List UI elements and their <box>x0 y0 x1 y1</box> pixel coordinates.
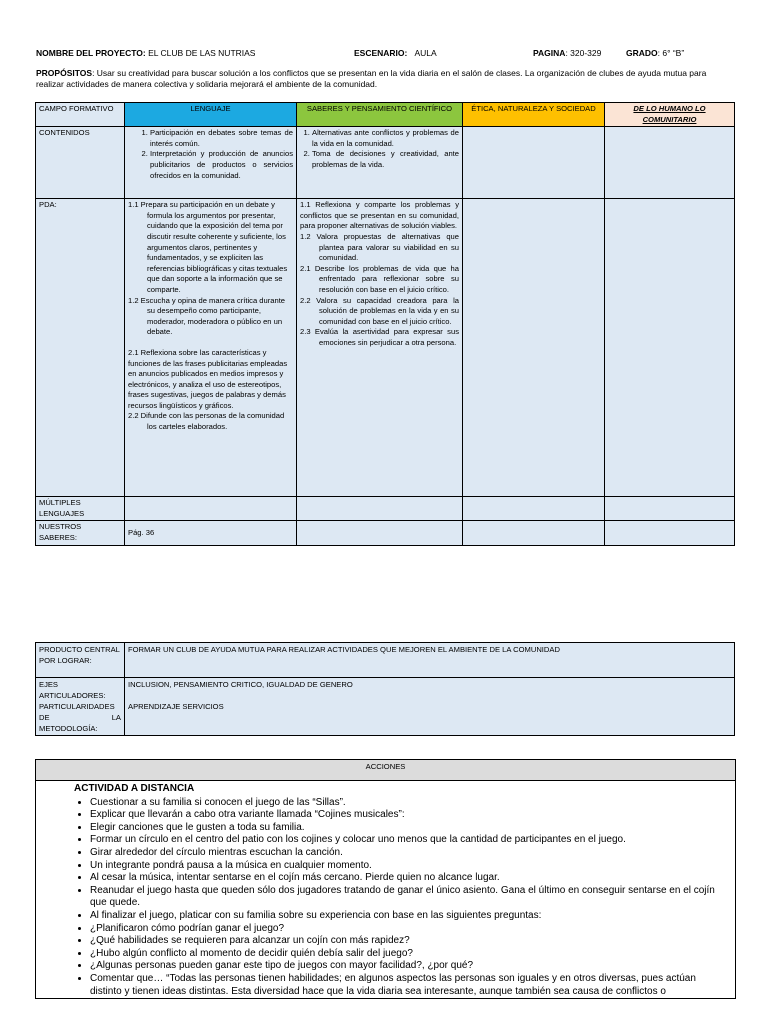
list-item: • Explicar que llevarán a cabo otra variante llamada “Cojines musicales”: <box>90 809 729 822</box>
saberes-col2 <box>297 521 463 545</box>
campo-row <box>36 103 735 127</box>
pda-item: 1.1 Reflexiona y comparte los problemas y conflictos que se presentan en su comunidad, para proponer alternativas de solución viables. <box>300 200 459 231</box>
scenario-value: AULA <box>414 48 437 58</box>
col-lenguaje: LENGUAJE <box>125 103 297 127</box>
multiples-label: MÚLTIPLES LENGUAJES <box>36 497 125 521</box>
grade-label: GRADO <box>626 48 658 58</box>
product-table <box>35 642 735 736</box>
project-name <box>36 48 255 58</box>
multiples-row <box>36 497 735 521</box>
ejes-label: EJES ARTICULADORES: <box>39 680 106 700</box>
list-item: • Cuestionar a su familia si conocen el juego de las “Sillas”. <box>90 797 729 810</box>
producto-row <box>36 643 735 678</box>
contenidos-label: CONTENIDOS <box>36 127 125 199</box>
list-item: • ¿Hubo algún conflicto al momento de decidir quién debía salir del juego? <box>90 948 729 961</box>
list-item: 1. Participación en debates sobre temas de interés común. <box>150 128 293 149</box>
contenidos-saberes <box>297 127 463 199</box>
list-item: • Comentar que… “Todas las personas tienen habilidades; en algunos aspectos las personas son iguales y en otros diversas, pues actúan distinto y tienen ideas distintas. Esta diversidad hace que la vida diaria sea interesante, aunque también sea causa de conflictos o <box>90 973 729 998</box>
saberes-label: NUESTROS SABERES: <box>36 521 125 545</box>
contenidos-lenguaje <box>125 127 297 199</box>
metodologia-value: APRENDIZAJE SERVICIOS <box>128 702 224 711</box>
scenario <box>354 48 437 58</box>
list-item: • ¿Planificaron cómo podrían ganar el juego? <box>90 923 729 936</box>
list-item: • Elegir canciones que le gusten a toda su familia. <box>90 822 729 835</box>
producto-value: FORMAR UN CLUB DE AYUDA MUTUA PARA REALIZAR ACTIVIDADES QUE MEJOREN EL AMBIENTE DE LA COMUNIDAD <box>125 643 735 678</box>
pda-humano <box>605 199 735 497</box>
metodologia-label: PARTICULARIDADES DE LA METODOLOGÍA: <box>39 702 121 733</box>
acciones-body <box>36 781 735 998</box>
scenario-label: ESCENARIO: <box>354 48 408 58</box>
saberes-col3 <box>463 521 605 545</box>
pda-item: 1.1 Prepara su participación en un debate y formula los argumentos por presentar, cuidando que la exposición del tema por discutir resulte coherente y suficiente, los argumentos claros, pertinentes y fundamentados, y se expliciten las referencias bibliográficas y citas textuales que dan soporte a la información que se comparte. <box>128 200 288 294</box>
list-item: 2. Toma de decisiones y creatividad, ante problemas de la vida. <box>312 149 459 170</box>
acciones-section <box>35 759 736 999</box>
multiples-etica <box>463 497 605 521</box>
main-table <box>35 102 735 546</box>
purposes <box>36 68 736 90</box>
grade-value: : 6° “B” <box>657 48 685 58</box>
multiples-saberes <box>297 497 463 521</box>
purposes-text: : Usar su creatividad para buscar solución a los conflictos que se presentan en la vida diaria en el salón de clases. La organización de clubes de ayuda mutua para realizar actividades de manera colectiva y solidaria mejorará el ambiente de la comunidad. <box>36 68 707 89</box>
multiples-lenguaje <box>125 497 297 521</box>
ejes-row <box>36 678 735 736</box>
page-value: : 320-329 <box>565 48 602 58</box>
ejes-metodologia-values <box>125 678 735 736</box>
purposes-label: PROPÓSITOS <box>36 68 93 78</box>
pda-item: 1.2 Escucha y opina de manera crítica durante su desempeño como participante, moderador, moderadora o público en un debate. <box>128 295 286 337</box>
pda-item: 2.1 Reflexiona sobre las características y funciones de las frases publicitarias empleadas en anuncios publicados en medios impresos y electrónicos, y analiza el uso de estereotipos, frases sugestivas, juegos de palabras y demás recursos lingüísticos y gráficos. <box>128 347 288 410</box>
list-item: • Girar alrededor del círculo mientras escuchan la canción. <box>90 847 729 860</box>
list-item: • ¿Qué habilidades se requieren para alcanzar un cojín con más rapidez? <box>90 935 729 948</box>
pda-item: 2.2 Valora su capacidad creadora para la solución de problemas en la vida y en su comunidad con base en el juicio crítico. <box>300 295 459 326</box>
col-humano: DE LO HUMANO LO COMUNITARIO <box>605 103 735 127</box>
list-item: • Un integrante pondrá pausa a la música en cualquier momento. <box>90 860 729 873</box>
pda-item: 2.1 Describe los problemas de vida que ha enfrentado para reflexionar sobre su resolución con base en el juicio crítico. <box>300 263 459 294</box>
col-etica: ÉTICA, NATURALEZA Y SOCIEDAD <box>463 103 605 127</box>
list-item: 2. Interpretación y producción de anuncios publicitarios de productos o servicios ofrecidos en la comunidad. <box>150 149 293 181</box>
ejes-metodologia-labels <box>36 678 125 736</box>
pda-saberes <box>297 199 463 497</box>
list-item: • ¿Algunas personas pueden ganar este tipo de juegos con mayor facilidad?, ¿por qué? <box>90 960 729 973</box>
list-item: • Formar un círculo en el centro del patio con los cojines y colocar uno menos que la cantidad de participantes en el juego. <box>90 834 729 847</box>
contenidos-etica <box>463 127 605 199</box>
campo-label: CAMPO FORMATIVO <box>36 103 125 127</box>
pda-lenguaje <box>125 199 297 497</box>
project-label: NOMBRE DEL PROYECTO: <box>36 48 146 58</box>
contenidos-humano <box>605 127 735 199</box>
project-value: EL CLUB DE LAS NUTRIAS <box>145 48 256 58</box>
saberes-row <box>36 521 735 545</box>
multiples-humano <box>605 497 735 521</box>
list-item: • Reanudar el juego hasta que queden sólo dos jugadores tratando de ganar el único asiento. Gana el último en conseguir sentarse en el cojín que quede. <box>90 885 729 910</box>
list-item: 1. Alternativas ante conflictos y problemas de la vida en la comunidad. <box>312 128 459 149</box>
contenidos-row <box>36 127 735 199</box>
pda-etica <box>463 199 605 497</box>
page-ref <box>533 48 601 58</box>
acciones-list <box>74 797 729 999</box>
pda-row <box>36 199 735 497</box>
pda-item: 2.3 Evalúa la asertividad para expresar sus emociones sin perjudicar a otra persona. <box>300 327 459 347</box>
ejes-value: INCLUSION, PENSAMIENTO CRITICO, IGUALDAD DE GENERO <box>128 680 353 689</box>
list-item: • Al cesar la música, intentar sentarse en el cojín más cercano. Pierde quien no alcance lugar. <box>90 872 729 885</box>
saberes-page: Pág. 36 <box>125 521 297 545</box>
producto-label: PRODUCTO CENTRAL POR LOGRAR: <box>36 643 125 678</box>
page-label: PAGINA <box>533 48 566 58</box>
pda-item: 2.2 Difunde con las personas de la comunidad los carteles elaborados. <box>128 411 285 432</box>
pda-item: 1.2 Valora propuestas de alternativas que plantea para valorar su viabilidad en su comunidad. <box>300 231 459 263</box>
activity-title: ACTIVIDAD A DISTANCIA <box>74 783 195 794</box>
pda-label: PDA: <box>36 199 125 497</box>
acciones-header: ACCIONES <box>36 760 735 781</box>
col-saberes: SABERES Y PENSAMIENTO CIENTÍFICO <box>297 103 463 127</box>
saberes-col4 <box>605 521 735 545</box>
list-item: • Al finalizar el juego, platicar con su familia sobre su experiencia con base en las siguientes preguntas: <box>90 910 729 923</box>
grade <box>626 48 684 58</box>
